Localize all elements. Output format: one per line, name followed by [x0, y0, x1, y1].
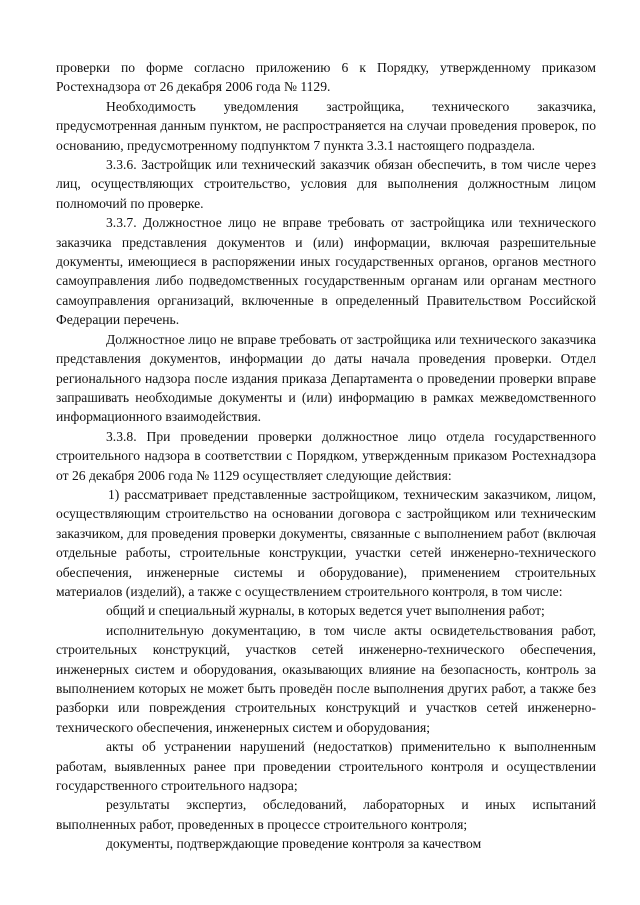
- paragraph: исполнительную документацию, в том числе акты освидетельствования работ, строительных конструкций, участков сетей инженерно-технического обеспечения, инженерных систем и оборудования, оказывающих влияние на безопасность, контроль за выполнением которых не может быть проведён после выполнения других работ, а также без разборки или повреждения строительных конструкций и участков сетей инженерно-технического обеспечения, инженерных систем и оборудования;: [56, 622, 596, 735]
- paragraph: 3.3.6. Застройщик или технический заказчик обязан обеспечить, в том числе через лиц, осуществляющих строительство, условия для выполнения должностным лицом полномочий по проверке.: [56, 157, 596, 211]
- list-item: 1) рассматривает представленные застройщиком, техническим заказчиком, лицом, осуществляющим строительство на основании договора с застройщиком или техническим заказчиком, для проведения проверки документы, связанные с выполнением работ (включая отдельные работы, строительные конструкции, участки сетей инженерно-технического обеспечения, инженерные системы и оборудование), применением строительных материалов (изделий), а также с осуществлением строительного контроля, в том числе:: [56, 486, 596, 599]
- paragraph: акты об устранении нарушений (недостатков) применительно к выполненным работам, выявленных ранее при проведении строительного контроля и осуществлении государственного строительного надзора;: [56, 739, 596, 794]
- paragraph: Должностное лицо не вправе требовать от застройщика или технического заказчика представления документов, информации до даты начала проведения проверки. Отдел регионального надзора после издания приказа Департамента о проведении проверки вправе запрашивать необходимые документы и (или) информацию в рамках межведомственного информационного взаимодействия.: [56, 331, 596, 425]
- paragraph: общий и специальный журналы, в которых ведется учет выполнения работ;: [106, 603, 545, 619]
- paragraph: 3.3.8. При проведении проверки должностное лицо отдела государственного строительного надзора в соответствии с Порядком, утвержденным приказом Ростехнадзора от 26 декабря 2006 года № 1129 осуществляет следующие действия:: [56, 428, 596, 483]
- paragraph: документы, подтверждающие проведение контроля за качеством: [106, 836, 482, 852]
- paragraph: результаты экспертиз, обследований, лабораторных и иных испытаний выполненных работ, проведенных в процессе строительного контроля;: [56, 797, 596, 832]
- paragraph: проверки по форме согласно приложению 6 к Порядку, утвержденному приказом Ростехнадзора от 26 декабря 2006 года № 1129.: [56, 60, 596, 95]
- paragraph: 3.3.7. Должностное лицо не вправе требовать от застройщика или технического заказчика представления документов и (или) информации, включая разрешительные документы, имеющиеся в распоряжении иных государственных органов, органов местного самоуправления либо подведомственных государственным органам или органам местного самоуправления организаций, включенные в определенный Правительством Российской Федерации перечень.: [56, 215, 596, 328]
- paragraph: Необходимость уведомления застройщика, технического заказчика, предусмотренная данным пунктом, не распространяется на случаи проведения проверок, по основанию, предусмотренному подпунктом 7 пункта 3.3.1 настоящего подраздела.: [56, 98, 596, 153]
- document-page: [56, 58, 596, 854]
